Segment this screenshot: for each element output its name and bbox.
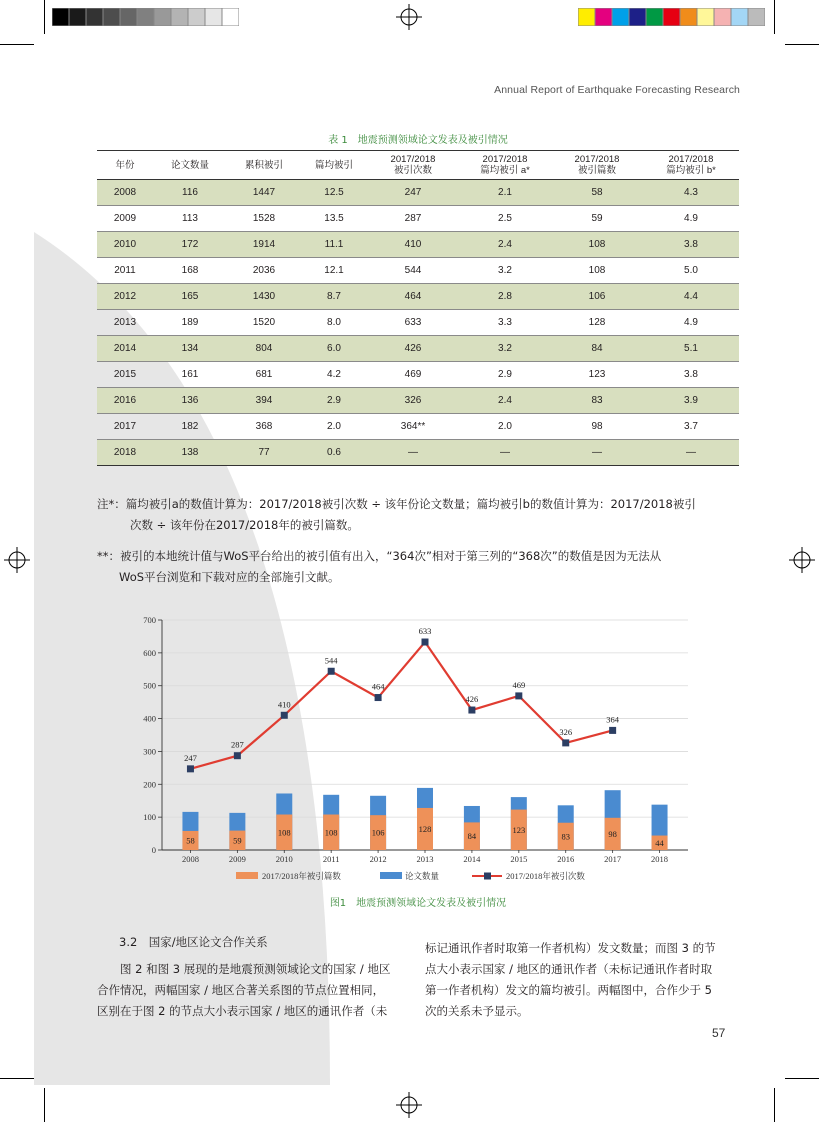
table-cell: 161 [153, 362, 227, 388]
left-paragraph-line-3: 区别在于图 2 的节点大小表示国家 / 地区的通讯作者（未 [97, 1004, 388, 1018]
table-header-cell: 2017/2018 被引次数 [367, 151, 459, 180]
legend-label-paper-count: 论文数量 [405, 871, 440, 881]
section-heading: 3.2 国家/地区论文合作关系 [119, 935, 268, 949]
line-data-label: 247 [184, 752, 197, 763]
table-cell: 4.2 [301, 362, 367, 388]
calibration-swatch [663, 8, 680, 26]
registration-mark-right [789, 547, 815, 573]
y-tick-label: 100 [143, 812, 156, 823]
legend-label-citations: 2017/2018年被引次数 [506, 871, 585, 881]
table-cell: 2014 [97, 336, 153, 362]
table-cell: 0.6 [301, 440, 367, 466]
table-cell: 168 [153, 258, 227, 284]
calibration-swatch [103, 8, 120, 26]
table-cell: 410 [367, 232, 459, 258]
calibration-swatch [595, 8, 612, 26]
line-data-label: 469 [512, 679, 526, 690]
table-cell: 804 [227, 336, 301, 362]
table-cell: 633 [367, 310, 459, 336]
table-row [97, 388, 739, 414]
table-cell: 3.8 [643, 232, 739, 258]
table-cell: 113 [153, 206, 227, 232]
table-cell: 2018 [97, 440, 153, 466]
table-header-cell: 2017/2018 篇均被引 a* [459, 151, 551, 180]
calibration-swatch [205, 8, 222, 26]
table-cell: 2036 [227, 258, 301, 284]
table-cell: 2009 [97, 206, 153, 232]
table-cell: 464 [367, 284, 459, 310]
table-cell: 5.0 [643, 258, 739, 284]
table-cell: 8.0 [301, 310, 367, 336]
bar-data-label: 84 [467, 831, 477, 842]
table-cell: 84 [551, 336, 643, 362]
table-cell: 128 [551, 310, 643, 336]
table-cell: 681 [227, 362, 301, 388]
x-tick-label: 2012 [369, 854, 387, 864]
table-cell: 368 [227, 414, 301, 440]
right-paragraph-line-1: 标记通讯作者时取第一作者机构）发文数量；而图 3 的节 [425, 941, 716, 955]
table-cell: 2016 [97, 388, 153, 414]
calibration-swatch [52, 8, 69, 26]
x-tick-label: 2009 [228, 854, 246, 864]
table-cell: 3.7 [643, 414, 739, 440]
line-marker [422, 639, 429, 646]
table-cell: 2.0 [459, 414, 551, 440]
line-data-label: 426 [465, 694, 479, 705]
table-cell: 13.5 [301, 206, 367, 232]
x-tick-label: 2018 [651, 854, 669, 864]
table-cell: 11.1 [301, 232, 367, 258]
table-cell: 172 [153, 232, 227, 258]
bar-data-label: 108 [277, 827, 291, 838]
line-marker [375, 694, 382, 701]
table-cell: 2.4 [459, 388, 551, 414]
x-tick-label: 2014 [463, 854, 481, 864]
table-row [97, 336, 739, 362]
line-data-label: 464 [371, 681, 385, 692]
y-tick-label: 0 [151, 845, 156, 855]
x-tick-label: 2017 [604, 854, 622, 864]
table-cell: 136 [153, 388, 227, 414]
table-cell: 108 [551, 232, 643, 258]
registration-mark-top [396, 4, 422, 30]
table-cell: — [551, 440, 643, 466]
footnote-2-line-2: WoS平台浏览和下载对应的全部施引文献。 [119, 570, 340, 584]
line-data-label: 326 [559, 726, 573, 737]
calibration-swatch [629, 8, 646, 26]
calibration-swatch [154, 8, 171, 26]
calibration-swatch [86, 8, 103, 26]
table-cell: 2.4 [459, 232, 551, 258]
table-cell: 3.2 [459, 336, 551, 362]
bar-data-label: 106 [371, 827, 385, 838]
table-cell: 2.9 [459, 362, 551, 388]
running-header: Annual Report of Earthquake Forecasting Research [494, 84, 740, 96]
legend-swatch-cited-papers [236, 872, 258, 879]
table-header-cell: 2017/2018 篇均被引 b* [643, 151, 739, 180]
table-cell: 4.9 [643, 310, 739, 336]
table-row [97, 258, 739, 284]
bar-data-label: 98 [608, 828, 617, 839]
table-cell: 165 [153, 284, 227, 310]
line-marker [609, 727, 616, 734]
legend-label-cited-papers: 2017/2018年被引篇数 [262, 871, 341, 881]
table-cell: 426 [367, 336, 459, 362]
table-cell: 4.3 [643, 180, 739, 206]
table-cell: — [643, 440, 739, 466]
table-cell: 2.1 [459, 180, 551, 206]
bar-data-label: 83 [561, 831, 570, 842]
table-header-cell: 篇均被引 [301, 151, 367, 180]
table-cell: 1447 [227, 180, 301, 206]
table-cell: 116 [153, 180, 227, 206]
y-tick-label: 700 [143, 615, 156, 625]
line-marker [515, 692, 522, 699]
citation-count-line [190, 642, 612, 769]
table-cell: 106 [551, 284, 643, 310]
table-row [97, 206, 739, 232]
table-cell: 2010 [97, 232, 153, 258]
legend-marker-citations [484, 873, 491, 880]
table-row [97, 362, 739, 388]
table-cell: 5.1 [643, 336, 739, 362]
x-tick-label: 2008 [181, 854, 199, 864]
line-data-label: 287 [230, 739, 244, 750]
figure-caption: 图1 地震预测领域论文发表及被引情况 [329, 898, 507, 909]
line-marker [187, 765, 194, 772]
table-row [97, 414, 739, 440]
registration-mark-bottom [396, 1092, 422, 1118]
table-cell: 1914 [227, 232, 301, 258]
table-cell: 2015 [97, 362, 153, 388]
line-data-label: 364 [606, 714, 620, 725]
x-tick-label: 2015 [510, 854, 528, 864]
table-row [97, 440, 739, 466]
table-cell: 2012 [97, 284, 153, 310]
footnote-2-line-1: **：被引的本地统计值与WoS平台给出的被引值有出入，“364次”相对于第三列的“368次”的数值是因为无法从 [97, 549, 662, 563]
table-cell: — [367, 440, 459, 466]
line-marker [328, 668, 335, 675]
table-cell: 2.9 [301, 388, 367, 414]
table-cell: 189 [153, 310, 227, 336]
table-cell: 1528 [227, 206, 301, 232]
line-marker [281, 712, 288, 719]
bar-data-label: 108 [324, 827, 338, 838]
bar-data-label: 58 [186, 835, 195, 846]
table-cell: 364** [367, 414, 459, 440]
y-tick-label: 500 [143, 680, 156, 691]
table-cell: 12.1 [301, 258, 367, 284]
calibration-swatch [120, 8, 137, 26]
footnote-1-line-1: 注*：篇均被引a的数值计算为：2017/2018被引次数 ÷ 该年份论文数量；篇均被引b的数值计算为：2017/2018被引 [97, 497, 696, 511]
table-cell: 134 [153, 336, 227, 362]
calibration-swatch [578, 8, 595, 26]
page-number: 57 [712, 1026, 726, 1040]
calibration-swatch [137, 8, 154, 26]
x-tick-label: 2011 [322, 854, 340, 864]
table-header-cell: 年份 [97, 151, 153, 180]
table-cell: 8.7 [301, 284, 367, 310]
table-cell: 4.9 [643, 206, 739, 232]
y-tick-label: 300 [143, 746, 156, 757]
right-paragraph-line-3: 第一作者机构）发文的篇均被引。两幅图中，合作少于 5 [425, 983, 712, 997]
table-cell: 2008 [97, 180, 153, 206]
table-header-row [97, 151, 739, 180]
y-tick-label: 600 [143, 647, 156, 658]
left-paragraph-line-1: 图 2 和图 3 展现的是地震预测领域论文的国家 / 地区 [97, 962, 391, 976]
table-header-cell: 论文数量 [153, 151, 227, 180]
table-row [97, 232, 739, 258]
table-cell: 4.4 [643, 284, 739, 310]
table-cell: 3.9 [643, 388, 739, 414]
table-cell: 3.2 [459, 258, 551, 284]
table-cell: 2011 [97, 258, 153, 284]
table-cell: 2.0 [301, 414, 367, 440]
table-cell: 2.8 [459, 284, 551, 310]
table-cell: 98 [551, 414, 643, 440]
citation-chart [130, 610, 700, 890]
line-marker [562, 739, 569, 746]
table-cell: 326 [367, 388, 459, 414]
table-cell: 12.5 [301, 180, 367, 206]
footnote-1-line-2: 次数 ÷ 该年份在2017/2018年的被引篇数。 [130, 518, 359, 532]
registration-mark-left [4, 547, 30, 573]
table-cell: 77 [227, 440, 301, 466]
bar-data-label: 128 [418, 823, 432, 834]
table-caption: 表 1 地震预测领域论文发表及被引情况 [328, 135, 508, 146]
calibration-swatch [612, 8, 629, 26]
table-cell: 247 [367, 180, 459, 206]
table-cell: 6.0 [301, 336, 367, 362]
left-paragraph-line-2: 合作情况，两幅国家 / 地区合著关系图的节点位置相同， [97, 983, 385, 997]
table-cell: 83 [551, 388, 643, 414]
table-cell: 59 [551, 206, 643, 232]
line-marker [234, 752, 241, 759]
table-cell: 108 [551, 258, 643, 284]
table-cell: 58 [551, 180, 643, 206]
table-cell: 1430 [227, 284, 301, 310]
table-cell: 123 [551, 362, 643, 388]
table-header-cell: 累积被引 [227, 151, 301, 180]
calibration-swatch [69, 8, 86, 26]
table-row [97, 284, 739, 310]
calibration-swatch [697, 8, 714, 26]
line-data-label: 633 [418, 626, 432, 637]
table-header-cell: 2017/2018 被引篇数 [551, 151, 643, 180]
calibration-swatch [171, 8, 188, 26]
legend-swatch-paper-count [380, 872, 402, 879]
table-cell: 3.3 [459, 310, 551, 336]
y-tick-label: 400 [143, 713, 156, 724]
right-paragraph-line-4: 次的关系未予显示。 [425, 1004, 529, 1018]
table-cell: 469 [367, 362, 459, 388]
calibration-swatch [188, 8, 205, 26]
line-data-label: 410 [277, 699, 291, 710]
calibration-swatch [646, 8, 663, 26]
calibration-swatch [714, 8, 731, 26]
table-cell: 1520 [227, 310, 301, 336]
right-paragraph-line-2: 点大小表示国家 / 地区的通讯作者（未标记通讯作者时取 [425, 962, 713, 976]
bar-data-label: 44 [655, 837, 664, 848]
citation-table [97, 150, 739, 466]
table-cell: 287 [367, 206, 459, 232]
y-tick-label: 200 [143, 779, 156, 790]
line-data-label: 544 [324, 655, 338, 666]
table-cell: 182 [153, 414, 227, 440]
calibration-swatch [731, 8, 748, 26]
calibration-swatch [222, 8, 239, 26]
bar-data-label: 59 [233, 835, 242, 846]
table-row [97, 310, 739, 336]
table-cell: 394 [227, 388, 301, 414]
x-tick-label: 2010 [275, 854, 293, 864]
table-cell: 2017 [97, 414, 153, 440]
table-cell: 138 [153, 440, 227, 466]
line-marker [468, 707, 475, 714]
table-row [97, 180, 739, 206]
calibration-swatch [680, 8, 697, 26]
table-cell: 2.5 [459, 206, 551, 232]
bar-data-label: 123 [512, 824, 526, 835]
table-cell: 2013 [97, 310, 153, 336]
x-tick-label: 2013 [416, 854, 434, 864]
table-cell: 3.8 [643, 362, 739, 388]
calibration-swatch [748, 8, 765, 26]
table-cell: — [459, 440, 551, 466]
x-tick-label: 2016 [557, 854, 575, 864]
table-cell: 544 [367, 258, 459, 284]
